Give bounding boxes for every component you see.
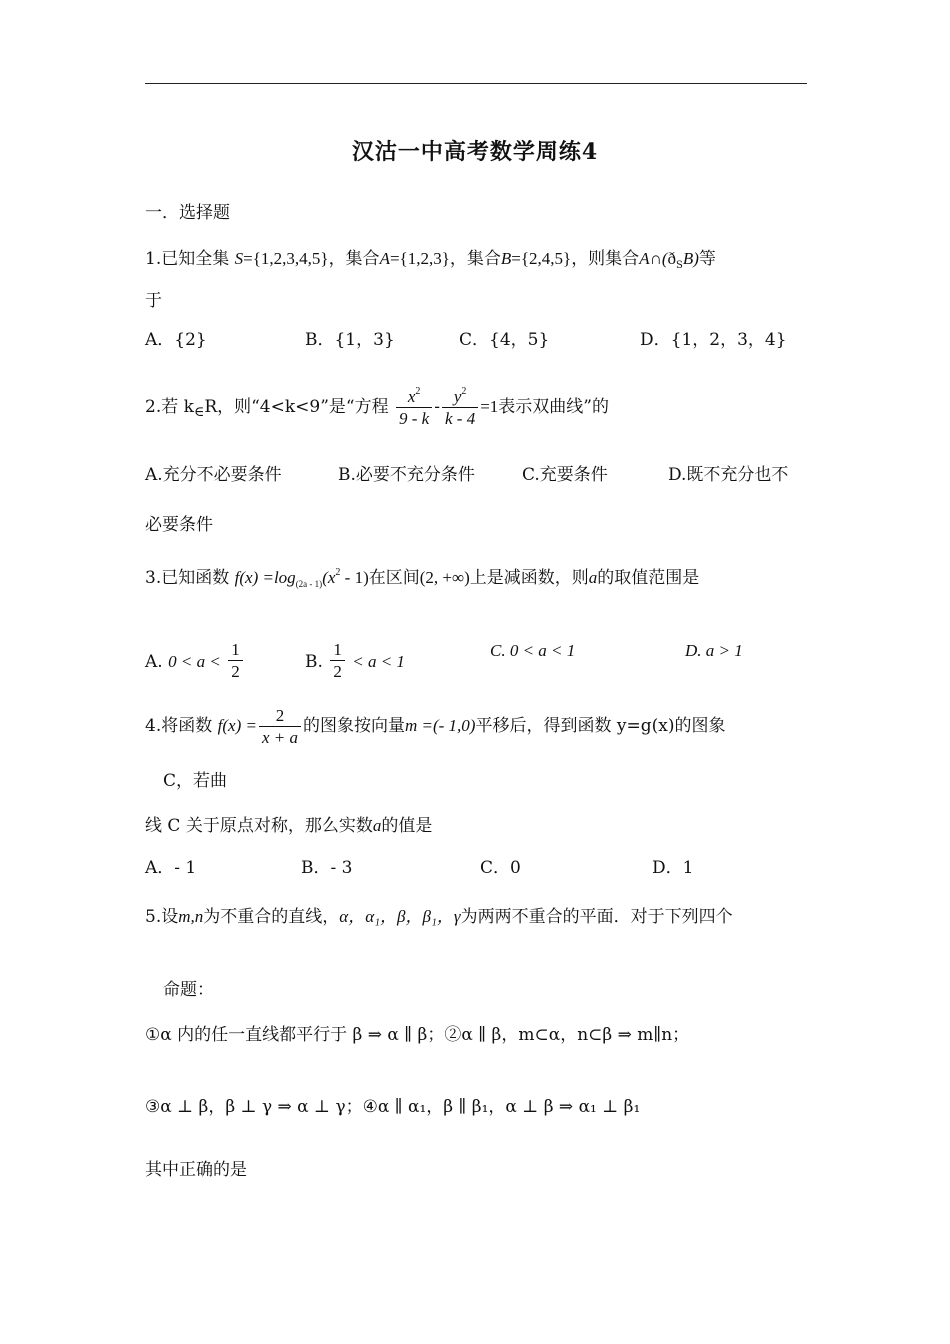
- q4-option-d: D．1: [652, 858, 694, 878]
- question-4-line3: [145, 815, 432, 837]
- q1-set-b-value: ={2,4,5}: [511, 249, 572, 268]
- q4-option-a: A．- 1: [145, 858, 197, 878]
- q2-f2-num: y: [453, 387, 462, 406]
- q1-mid2: ，集合: [449, 249, 501, 269]
- q3-prefix: 3.已知函数: [145, 568, 230, 588]
- section-heading: 一．选择题: [145, 203, 230, 223]
- q4-end: 平移后，得到函数 y=g(x)的图象: [475, 716, 726, 736]
- q3-option-a-fraction: [228, 640, 243, 683]
- q3-function: f(x) =log: [234, 568, 296, 587]
- page-title: 汉沽一中高考数学周练4: [351, 139, 599, 165]
- q3-log-base: (2a - 1): [295, 579, 323, 589]
- question-2-wrap: 必要条件: [145, 515, 213, 535]
- q4-option-c: C．0: [480, 858, 521, 878]
- q2-end: 表示双曲线”的: [498, 397, 609, 417]
- q4-option-b: B．- 3: [301, 858, 353, 878]
- q3-option-a-num: 1: [231, 640, 240, 659]
- q2-option-d: D.既不充分也不: [668, 465, 789, 485]
- question-3: [145, 562, 699, 595]
- q1-set-s-value: ={1,2,3,4,5}: [243, 249, 329, 268]
- question-5-propositions-1: ①α 内的任一直线都平行于 β ⇒ α ∥ β；②α ∥ β，m⊂α，n⊂β ⇒ m∥n；: [145, 1025, 690, 1045]
- q3-option-b-label: B.: [305, 652, 323, 672]
- q2-fraction-1: [396, 382, 432, 430]
- q2-mid: R，则“4<k<9”是“方程: [204, 397, 389, 417]
- q2-f2-den: k - 4: [442, 407, 478, 430]
- q1-mid1: ，集合: [328, 249, 380, 269]
- q4-vector: m =(- 1,0): [404, 716, 476, 735]
- q1-option-a: A．{2}: [145, 330, 207, 350]
- q3-var-a: a: [588, 568, 598, 587]
- q4-line3-a: 线 C 关于原点对称，那么实数: [145, 816, 373, 836]
- q4-den: x + a: [259, 726, 301, 749]
- q1-option-d: D．{1，2，3，4}: [640, 330, 787, 350]
- q2-f1-num: x: [407, 387, 416, 406]
- q1-set-a: A: [379, 249, 390, 268]
- q1-prefix: 1.已知全集: [145, 249, 230, 269]
- q2-element-of: ∈: [193, 404, 205, 420]
- q3-option-a-left: 0 < a <: [168, 652, 221, 671]
- q2-f2-sup: 2: [461, 386, 467, 397]
- question-5-propositions-2: ③α ⊥ β，β ⊥ γ ⇒ α ⊥ γ；④α ∥ α₁，β ∥ β₁，α ⊥ β ⇒ α₁ ⊥ β₁: [145, 1097, 641, 1117]
- q4-line3-var: a: [372, 816, 382, 835]
- q5-mid: 为不重合的直线，: [203, 907, 340, 927]
- q2-f1-sup: 2: [415, 386, 421, 397]
- question-5: [145, 906, 733, 928]
- question-4-line2: C，若曲: [163, 771, 228, 791]
- question-2: [145, 382, 609, 430]
- q1-complement: ð: [667, 249, 677, 268]
- q1-set-b: B: [500, 249, 512, 268]
- q3-interval: (2, +∞): [419, 568, 470, 587]
- q3-option-d: D. a > 1: [685, 641, 743, 660]
- question-1: [145, 248, 716, 277]
- q5-prefix: 5.设: [145, 907, 179, 927]
- q2-option-b: B.必要不充分条件: [338, 465, 475, 485]
- q3-option-b: [305, 640, 405, 683]
- q2-equals: =1: [480, 397, 499, 416]
- q4-num: 2: [275, 706, 285, 725]
- q3-mid: 在区间: [368, 568, 420, 588]
- q2-minus: -: [434, 397, 440, 417]
- q1-expression-end: B): [682, 249, 699, 268]
- q4-line3-b: 的值是: [381, 816, 433, 836]
- q1-option-c: C．{4，5}: [459, 330, 550, 350]
- q1-set-a-value: ={1,2,3}: [389, 249, 450, 268]
- q3-option-b-den: 2: [330, 660, 345, 683]
- q1-option-b: B．{1，3}: [305, 330, 395, 350]
- question-5-last: 其中正确的是: [145, 1160, 247, 1180]
- q3-end: 的取值范围是: [597, 568, 700, 588]
- q4-fraction: [259, 706, 301, 749]
- q3-option-a-den: 2: [228, 660, 243, 683]
- q3-option-c: C. 0 < a < 1: [490, 641, 576, 660]
- q3-arg-end: - 1): [340, 568, 369, 587]
- q5-end: 为两两不重合的平面．对于下列四个: [460, 907, 733, 927]
- q1-mid3: ，则集合: [571, 249, 640, 269]
- q4-mid: 的图象按向量: [302, 716, 405, 736]
- q2-prefix: 2.若 k: [145, 397, 194, 417]
- q1-expression: A∩(: [639, 249, 668, 268]
- q2-option-a: A.充分不必要条件: [145, 465, 282, 485]
- q1-set-s: S: [234, 249, 244, 268]
- question-1-wrap: 于: [145, 291, 162, 311]
- q3-mid2: 上是减函数，则: [469, 568, 589, 588]
- q3-argument: (x: [322, 568, 336, 587]
- q3-option-b-right: < a < 1: [352, 652, 405, 671]
- q1-end: 等: [698, 249, 716, 269]
- q2-f1-den: 9 - k: [396, 407, 432, 430]
- q5-planes: α，α₁，β，β₁，γ: [339, 907, 461, 926]
- q3-option-a: [145, 640, 245, 683]
- header-rule: [145, 83, 807, 84]
- q5-lines: m,n: [178, 907, 204, 926]
- q2-fraction-2: [442, 382, 478, 430]
- q3-arg-sup: 2: [335, 567, 341, 578]
- q1-complement-sub: S: [676, 260, 683, 271]
- q4-prefix: 4.将函数: [145, 716, 213, 736]
- q2-option-c: C.充要条件: [522, 465, 608, 485]
- question-3-options: [145, 630, 825, 681]
- q3-option-b-num: 1: [333, 640, 342, 659]
- question-5-line2: 命题：: [163, 980, 214, 1000]
- q4-function: f(x) =: [217, 716, 257, 735]
- q3-option-a-label: A.: [145, 652, 163, 672]
- question-4: [145, 706, 725, 749]
- q3-option-b-fraction: [330, 640, 345, 683]
